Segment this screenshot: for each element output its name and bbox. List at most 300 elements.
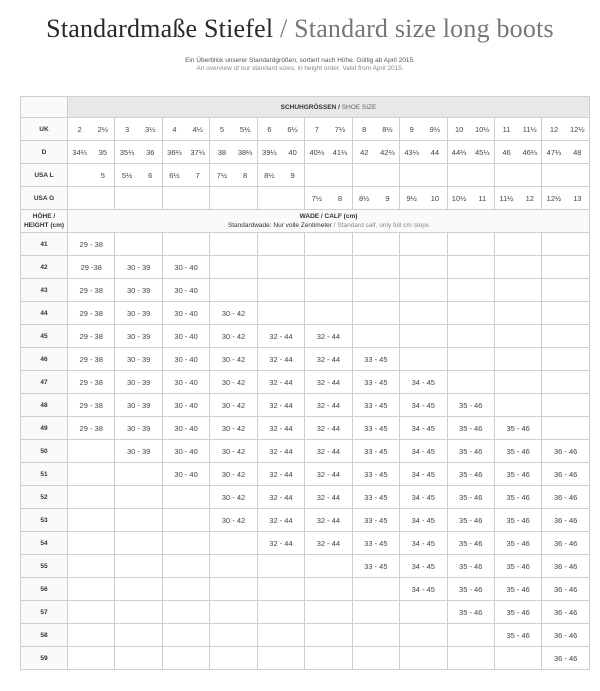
size-cell: 12½ — [566, 118, 590, 141]
calf-range-cell: 32 - 44 — [257, 509, 304, 532]
calf-range-cell — [447, 624, 494, 647]
calf-range-cell — [210, 647, 257, 670]
calf-range-cell: 32 - 44 — [305, 532, 352, 555]
height-label: 57 — [21, 601, 68, 624]
size-cell: 42 — [352, 141, 376, 164]
calf-range-cell: 30 - 42 — [210, 325, 257, 348]
calf-range-cell — [115, 509, 162, 532]
calf-range-cell — [305, 647, 352, 670]
table-row — [21, 486, 590, 509]
size-cell: 7½ — [328, 118, 352, 141]
calf-range-cell — [68, 578, 115, 601]
calf-range-cell: 33 - 45 — [352, 371, 399, 394]
calf-note-german: Standardwade: Nur volle Zentimeter — [227, 222, 332, 229]
calf-range-cell — [162, 233, 209, 256]
size-cell: 9½ — [423, 118, 447, 141]
calf-range-cell — [352, 624, 399, 647]
size-cell: 38⅔ — [234, 141, 258, 164]
calf-range-cell — [68, 624, 115, 647]
calf-range-cell — [447, 325, 494, 348]
calf-range-cell — [542, 233, 590, 256]
calf-range-cell — [115, 463, 162, 486]
size-cell: 46 — [494, 141, 518, 164]
calf-range-cell: 34 - 45 — [400, 532, 447, 555]
calf-range-cell — [494, 279, 541, 302]
size-cell: 47⅓ — [542, 141, 566, 164]
calf-header-title: WADE / CALF (cm) — [299, 213, 358, 220]
calf-range-cell: 33 - 45 — [352, 348, 399, 371]
table-row — [21, 555, 590, 578]
table-row — [21, 647, 590, 670]
calf-range-cell: 35 - 46 — [447, 394, 494, 417]
size-cell: 12 — [518, 187, 542, 210]
size-cell: 10½ — [447, 187, 471, 210]
calf-range-cell: 32 - 44 — [257, 417, 304, 440]
calf-range-cell — [352, 578, 399, 601]
calf-header: WADE / CALF (cm) Standardwade: Nur volle Zentimeter / Standard calf, only full cm steps — [68, 210, 590, 233]
title-separator: / — [279, 14, 288, 43]
size-cell: 7½ — [210, 164, 234, 187]
size-cell — [494, 164, 518, 187]
size-cell — [328, 164, 352, 187]
calf-range-cell: 33 - 45 — [352, 463, 399, 486]
calf-range-cell: 29 - 38 — [68, 371, 115, 394]
table-row — [21, 371, 590, 394]
calf-range-cell: 33 - 45 — [352, 417, 399, 440]
size-cell: 9½ — [400, 187, 424, 210]
size-cell — [234, 187, 258, 210]
size-cell: 8½ — [257, 164, 281, 187]
height-label: 49 — [21, 417, 68, 440]
size-cell: 6 — [139, 164, 163, 187]
size-cell: 10 — [423, 187, 447, 210]
calf-range-cell: 35 - 46 — [494, 624, 541, 647]
shoe-size-row — [21, 118, 590, 141]
calf-range-cell — [352, 279, 399, 302]
calf-range-cell — [210, 532, 257, 555]
calf-range-cell: 30 - 39 — [115, 279, 162, 302]
size-cell: 9 — [400, 118, 424, 141]
calf-range-cell: 33 - 45 — [352, 532, 399, 555]
size-system-label: USA L — [21, 164, 68, 187]
title-german: Standardmaße Stiefel — [46, 14, 274, 43]
table-row — [21, 256, 590, 279]
calf-range-cell: 35 - 46 — [447, 555, 494, 578]
calf-range-cell — [257, 256, 304, 279]
size-cell: 41⅓ — [328, 141, 352, 164]
calf-range-cell: 30 - 39 — [115, 325, 162, 348]
calf-range-cell — [400, 279, 447, 302]
calf-range-cell — [115, 555, 162, 578]
height-label: 51 — [21, 463, 68, 486]
table-row — [21, 601, 590, 624]
calf-range-cell — [447, 256, 494, 279]
size-cell — [542, 164, 566, 187]
calf-range-cell: 32 - 44 — [305, 509, 352, 532]
calf-range-cell — [305, 601, 352, 624]
calf-range-cell: 30 - 39 — [115, 302, 162, 325]
calf-range-cell: 35 - 46 — [447, 417, 494, 440]
calf-range-cell: 34 - 45 — [400, 417, 447, 440]
calf-range-cell: 34 - 45 — [400, 578, 447, 601]
size-cell: 7 — [186, 164, 210, 187]
calf-range-cell — [115, 601, 162, 624]
size-cell: 6 — [257, 118, 281, 141]
calf-range-cell — [494, 371, 541, 394]
calf-range-cell — [400, 325, 447, 348]
size-cell: 5 — [210, 118, 234, 141]
calf-range-cell: 35 - 46 — [447, 578, 494, 601]
table-row — [21, 509, 590, 532]
calf-range-cell: 34 - 45 — [400, 371, 447, 394]
calf-range-cell — [68, 555, 115, 578]
calf-range-cell — [115, 624, 162, 647]
size-cell — [186, 187, 210, 210]
calf-range-cell: 33 - 45 — [352, 440, 399, 463]
calf-range-cell — [68, 601, 115, 624]
calf-range-cell — [210, 624, 257, 647]
calf-range-cell: 35 - 46 — [447, 509, 494, 532]
size-cell: 2½ — [91, 118, 115, 141]
size-cell: 7½ — [305, 187, 329, 210]
size-cell: 11 — [471, 187, 495, 210]
size-cell — [91, 187, 115, 210]
size-cell: 3½ — [139, 118, 163, 141]
calf-range-cell: 35 - 46 — [494, 578, 541, 601]
corner-cell — [21, 97, 68, 118]
calf-range-cell: 32 - 44 — [257, 532, 304, 555]
height-label: 50 — [21, 440, 68, 463]
table-row — [21, 279, 590, 302]
calf-range-cell — [305, 233, 352, 256]
calf-range-cell: 29 - 38 — [68, 417, 115, 440]
calf-range-cell: 35 - 46 — [494, 486, 541, 509]
calf-range-cell: 34 - 45 — [400, 440, 447, 463]
height-label: 47 — [21, 371, 68, 394]
calf-range-cell: 36 - 46 — [542, 555, 590, 578]
calf-range-cell: 35 - 46 — [494, 440, 541, 463]
calf-range-cell — [68, 486, 115, 509]
calf-range-cell: 32 - 44 — [305, 394, 352, 417]
size-cell — [518, 164, 542, 187]
size-cell — [566, 164, 590, 187]
size-cell: 5 — [91, 164, 115, 187]
calf-range-cell — [542, 256, 590, 279]
calf-range-cell: 35 - 46 — [447, 486, 494, 509]
calf-range-cell — [352, 601, 399, 624]
shoe-size-header-row — [21, 97, 590, 118]
calf-range-cell: 30 - 40 — [162, 348, 209, 371]
height-label: 59 — [21, 647, 68, 670]
shoe-size-header-german: SCHUHGRÖSSEN — [280, 103, 337, 111]
table-row — [21, 463, 590, 486]
height-header: HÖHE / HEIGHT (cm) — [21, 210, 68, 233]
calf-range-cell: 36 - 46 — [542, 578, 590, 601]
calf-range-cell: 30 - 40 — [162, 417, 209, 440]
calf-range-cell — [210, 555, 257, 578]
height-label: 43 — [21, 279, 68, 302]
calf-range-cell — [68, 440, 115, 463]
calf-range-cell: 30 - 40 — [162, 302, 209, 325]
calf-range-cell — [542, 394, 590, 417]
calf-range-cell — [542, 279, 590, 302]
size-cell: 39⅓ — [257, 141, 281, 164]
calf-range-cell — [494, 394, 541, 417]
calf-range-cell: 29 - 38 — [68, 348, 115, 371]
calf-range-cell — [257, 647, 304, 670]
size-cell — [68, 164, 92, 187]
calf-range-cell: 30 - 40 — [162, 463, 209, 486]
calf-range-cell: 36 - 46 — [542, 624, 590, 647]
calf-range-cell: 35 - 46 — [447, 532, 494, 555]
calf-range-cell — [257, 555, 304, 578]
shoe-size-header-separator: / — [338, 103, 340, 111]
calf-range-cell — [257, 578, 304, 601]
size-system-label: D — [21, 141, 68, 164]
size-cell: 10 — [447, 118, 471, 141]
calf-range-cell — [162, 509, 209, 532]
subtitle-english: An overview of our standard sizes, in height order. Valid from April 2015. — [196, 65, 404, 72]
calf-range-cell — [305, 302, 352, 325]
calf-range-cell: 30 - 42 — [210, 371, 257, 394]
size-cell: 34⅔ — [68, 141, 92, 164]
size-table — [20, 96, 590, 670]
height-label: 52 — [21, 486, 68, 509]
calf-range-cell: 36 - 46 — [542, 601, 590, 624]
table-row — [21, 532, 590, 555]
shoe-size-rows — [21, 118, 590, 210]
calf-range-cell: 30 - 39 — [115, 348, 162, 371]
calf-range-cell: 35 - 46 — [494, 601, 541, 624]
calf-range-cell: 30 - 39 — [115, 417, 162, 440]
calf-range-cell — [352, 233, 399, 256]
calf-range-cell: 30 - 39 — [115, 394, 162, 417]
height-label: 56 — [21, 578, 68, 601]
calf-range-cell — [210, 601, 257, 624]
calf-range-cell — [68, 532, 115, 555]
page-title — [0, 14, 600, 44]
calf-range-cell: 32 - 44 — [305, 371, 352, 394]
size-cell: 36⅔ — [162, 141, 186, 164]
size-cell — [471, 164, 495, 187]
size-cell: 3 — [115, 118, 139, 141]
size-cell — [423, 164, 447, 187]
calf-range-cell: 35 - 46 — [494, 555, 541, 578]
size-cell: 8 — [352, 118, 376, 141]
calf-range-cell: 33 - 45 — [352, 509, 399, 532]
size-cell: 42⅔ — [376, 141, 400, 164]
calf-range-cell: 29 - 38 — [68, 233, 115, 256]
calf-range-cell — [494, 256, 541, 279]
calf-range-cell: 30 - 42 — [210, 417, 257, 440]
calf-range-cell: 33 - 45 — [352, 486, 399, 509]
size-system-label: USA G — [21, 187, 68, 210]
size-cell: 12 — [542, 118, 566, 141]
size-cell: 40⅔ — [305, 141, 329, 164]
calf-range-cell: 29 - 38 — [68, 325, 115, 348]
calf-rows — [21, 233, 590, 670]
size-cell: 9 — [281, 164, 305, 187]
calf-range-cell — [162, 647, 209, 670]
size-cell: 8½ — [352, 187, 376, 210]
size-cell: 4 — [162, 118, 186, 141]
shoe-size-header-english: SHOE SIZE — [341, 103, 377, 111]
table-row — [21, 233, 590, 256]
table-row — [21, 578, 590, 601]
calf-range-cell — [400, 624, 447, 647]
calf-range-cell: 36 - 46 — [542, 647, 590, 670]
table-row — [21, 394, 590, 417]
calf-range-cell: 30 - 42 — [210, 394, 257, 417]
size-cell: 8 — [328, 187, 352, 210]
calf-range-cell — [305, 279, 352, 302]
size-cell: 7 — [305, 118, 329, 141]
calf-range-cell: 35 - 46 — [447, 440, 494, 463]
calf-range-cell — [210, 578, 257, 601]
calf-range-cell: 32 - 44 — [305, 486, 352, 509]
calf-range-cell: 32 - 44 — [305, 463, 352, 486]
calf-range-cell — [115, 486, 162, 509]
shoe-size-header — [68, 97, 590, 118]
calf-range-cell — [542, 417, 590, 440]
calf-range-cell — [162, 624, 209, 647]
size-cell — [139, 187, 163, 210]
height-label: 46 — [21, 348, 68, 371]
size-cell — [352, 164, 376, 187]
calf-range-cell — [447, 233, 494, 256]
calf-range-cell: 30 - 42 — [210, 302, 257, 325]
calf-range-cell: 32 - 44 — [257, 394, 304, 417]
size-cell — [68, 187, 92, 210]
size-cell: 44 — [423, 141, 447, 164]
size-cell: 37⅓ — [186, 141, 210, 164]
calf-range-cell — [352, 647, 399, 670]
calf-range-cell — [257, 233, 304, 256]
height-label: 45 — [21, 325, 68, 348]
height-label: 41 — [21, 233, 68, 256]
height-label: 55 — [21, 555, 68, 578]
size-cell — [162, 187, 186, 210]
calf-range-cell: 33 - 45 — [352, 394, 399, 417]
size-cell: 8 — [234, 164, 258, 187]
calf-range-cell: 30 - 42 — [210, 509, 257, 532]
shoe-size-row — [21, 164, 590, 187]
calf-range-cell — [400, 256, 447, 279]
calf-range-cell — [494, 325, 541, 348]
calf-range-cell — [542, 371, 590, 394]
calf-range-cell — [257, 624, 304, 647]
calf-range-cell: 34 - 45 — [400, 555, 447, 578]
calf-range-cell — [494, 233, 541, 256]
calf-range-cell: 35 - 46 — [494, 463, 541, 486]
calf-range-cell — [115, 233, 162, 256]
size-cell: 11½ — [518, 118, 542, 141]
calf-range-cell — [257, 279, 304, 302]
calf-header-row — [21, 210, 590, 233]
calf-range-cell: 36 - 46 — [542, 486, 590, 509]
size-cell: 40 — [281, 141, 305, 164]
calf-range-cell: 32 - 44 — [257, 440, 304, 463]
calf-range-cell — [305, 578, 352, 601]
calf-range-cell: 30 - 39 — [115, 371, 162, 394]
calf-range-cell: 36 - 46 — [542, 440, 590, 463]
height-label: 58 — [21, 624, 68, 647]
height-label: 54 — [21, 532, 68, 555]
size-cell: 5½ — [115, 164, 139, 187]
calf-range-cell — [352, 256, 399, 279]
calf-range-cell: 30 - 40 — [162, 279, 209, 302]
calf-range-cell — [400, 348, 447, 371]
table-row — [21, 417, 590, 440]
size-cell: 11 — [494, 118, 518, 141]
shoe-size-row — [21, 141, 590, 164]
calf-range-cell — [115, 647, 162, 670]
calf-range-cell: 33 - 45 — [352, 555, 399, 578]
calf-range-cell: 34 - 45 — [400, 509, 447, 532]
calf-range-cell — [162, 578, 209, 601]
size-cell — [257, 187, 281, 210]
table-row — [21, 302, 590, 325]
calf-range-cell: 32 - 44 — [257, 325, 304, 348]
height-label: 44 — [21, 302, 68, 325]
calf-range-cell — [162, 532, 209, 555]
calf-range-cell — [447, 302, 494, 325]
calf-range-cell — [447, 348, 494, 371]
shoe-size-row — [21, 187, 590, 210]
calf-range-cell: 32 - 44 — [305, 417, 352, 440]
calf-range-cell — [305, 256, 352, 279]
calf-range-cell — [542, 325, 590, 348]
size-cell: 44⅔ — [447, 141, 471, 164]
height-label: 48 — [21, 394, 68, 417]
table-row — [21, 348, 590, 371]
calf-range-cell — [400, 233, 447, 256]
calf-range-cell: 29 -38 — [68, 256, 115, 279]
size-cell — [400, 164, 424, 187]
calf-range-cell: 30 - 40 — [162, 325, 209, 348]
size-cell: 8½ — [376, 118, 400, 141]
height-label: 53 — [21, 509, 68, 532]
subtitle-german: Ein Überblick unserer Standardgrößen, sortiert nach Höhe. Gültig ab April 2015. — [185, 57, 415, 64]
calf-range-cell: 32 - 44 — [305, 440, 352, 463]
calf-range-cell: 30 - 42 — [210, 463, 257, 486]
size-cell — [210, 187, 234, 210]
calf-range-cell: 30 - 42 — [210, 440, 257, 463]
calf-range-cell: 29 - 38 — [68, 302, 115, 325]
calf-range-cell: 32 - 44 — [305, 348, 352, 371]
size-cell — [376, 164, 400, 187]
calf-range-cell: 35 - 46 — [494, 532, 541, 555]
calf-range-cell: 32 - 44 — [305, 325, 352, 348]
calf-range-cell — [210, 279, 257, 302]
calf-range-cell: 35 - 46 — [494, 417, 541, 440]
calf-range-cell: 30 - 40 — [162, 256, 209, 279]
calf-range-cell — [68, 463, 115, 486]
calf-range-cell — [210, 233, 257, 256]
calf-range-cell: 36 - 46 — [542, 532, 590, 555]
size-cell: 5½ — [234, 118, 258, 141]
calf-range-cell: 29 - 38 — [68, 279, 115, 302]
size-cell — [447, 164, 471, 187]
calf-range-cell: 32 - 44 — [257, 371, 304, 394]
calf-range-cell: 30 - 40 — [162, 440, 209, 463]
calf-range-cell: 36 - 46 — [542, 509, 590, 532]
calf-range-cell — [68, 647, 115, 670]
calf-range-cell: 30 - 39 — [115, 256, 162, 279]
calf-range-cell — [257, 302, 304, 325]
size-cell: 35 — [91, 141, 115, 164]
calf-range-cell — [447, 279, 494, 302]
